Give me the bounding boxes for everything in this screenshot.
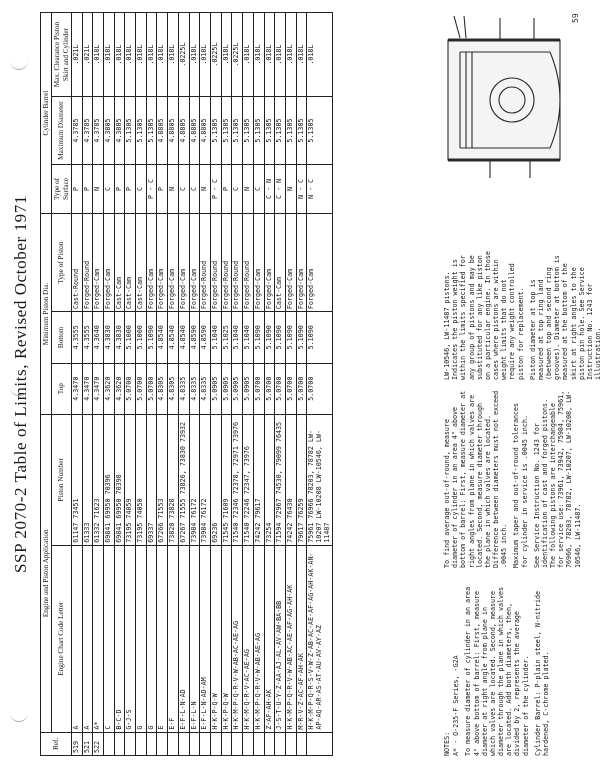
cell-code: G — [146, 545, 157, 732]
cell-ref — [146, 732, 157, 755]
cell-bottom: 4.8590 — [200, 312, 211, 363]
cell-bottom: 5.1090 — [253, 312, 264, 363]
cell-max: 5.1305 — [275, 97, 286, 165]
table-row — [189, 13, 200, 756]
cell-ref — [264, 732, 275, 755]
cell-ref — [168, 732, 179, 755]
cell-surface: C — [189, 164, 200, 213]
cell-surface: P — [221, 164, 232, 213]
cell-top: 4.3620 — [103, 363, 114, 414]
cell-clearance: .018L — [93, 13, 104, 97]
cell-clearance: .018L — [136, 13, 147, 97]
col-top-header: Top — [52, 363, 72, 414]
instruction-paragraph: See Service Instruction No. 1243 for identification of cast and forged pistons. The following pistons are interchangeable for service use: 73961, 73942, 75984, 75961, 76966, 78203, 78782, LW-10207, LW-10208, LW-10546, LW-11487. — [532, 390, 582, 568]
cell-max: 5.1305 — [285, 97, 296, 165]
cell-ref: 519 — [71, 732, 82, 755]
cell-clearance: .018L — [264, 13, 275, 97]
table-row — [178, 13, 189, 756]
cell-top: 5.0700 — [146, 363, 157, 414]
cell-ref — [253, 732, 264, 755]
cell-surface: P — [125, 164, 136, 213]
cell-top: 4.8305 — [168, 363, 179, 414]
cell-surface: N — [168, 164, 179, 213]
cell-pistons: 75961 76966 78203, 78782 LW-10207 LW-10208 LW-10546, LW-11487 — [307, 414, 333, 545]
cell-type: Cast-Cam — [125, 214, 136, 312]
cell-surface: C - N — [264, 164, 275, 213]
cell-clearance: .018L — [285, 13, 296, 97]
table-row — [146, 13, 157, 756]
cell-bottom: 5.1040 — [210, 312, 221, 363]
cell-pistons: 71540 72246 72347, 73976 — [243, 414, 254, 545]
cell-surface: P — [114, 164, 125, 213]
cell-bottom: 5.1090 — [296, 312, 307, 363]
engine-group-header: Engine and Piston Application — [41, 414, 52, 732]
cell-surface: P — [157, 164, 168, 213]
cell-type: Cast-Cam — [275, 214, 286, 312]
cell-code: A — [71, 545, 82, 732]
cell-max: 4.8805 — [200, 97, 211, 165]
cell-ref — [210, 732, 221, 755]
cell-type: Forged-Cam — [285, 214, 296, 312]
cell-type: Forged-Round — [243, 214, 254, 312]
cell-clearance: .0225L — [178, 13, 189, 97]
cell-type: Forged-Cam — [157, 214, 168, 312]
table-row — [296, 13, 307, 756]
notes-paragraph: To measure diameter of cylinder in an area 4" above bottom of barrel: First, measure diameter at right angle from plane in which valves are located. Second, measure diameter through the plane in which valves are located. Add both diameters, then, divided by 2, represents the average diameter of the cylinder. — [464, 586, 530, 756]
cell-code: G — [136, 545, 147, 732]
cell-bottom: 4.8540 — [157, 312, 168, 363]
col-clearance-header: Max. Clearance Piston Skirt and Cylinder — [52, 13, 72, 97]
measurement-instructions — [443, 390, 586, 568]
cell-clearance: .018L — [221, 13, 232, 97]
cell-max: 4.3805 — [114, 97, 125, 165]
cell-code: H-K-M-Q-R-V-AC-AE-AG — [243, 545, 254, 732]
cell-pistons: 73195 74059 — [125, 414, 136, 545]
cell-ref: 521 — [82, 732, 93, 755]
cell-bottom: 5.1025 — [221, 312, 232, 363]
cell-surface: N - C — [296, 164, 307, 213]
cell-clearance: .018L — [168, 13, 179, 97]
cell-ref — [296, 732, 307, 755]
notes-block — [443, 586, 554, 756]
cell-bottom: 4.3640 — [93, 312, 104, 363]
cell-max: 5.1305 — [264, 97, 275, 165]
cell-ref: 522 — [93, 732, 104, 755]
cell-clearance: .018L — [114, 13, 125, 97]
piston-note-paragraph: LW-10546, LW-11487 pistons. Indicates the piston weight is within the limits specified for any group of pistons and may be substituted for any like piston on a particular engine. In those cases where pistons are within weight limits that do not require any weight controlled piston for replacement. — [443, 251, 525, 380]
cell-bottom: 4.3830 — [114, 312, 125, 363]
cell-pistons: 69236 — [210, 414, 221, 545]
cell-top: 4.3470 — [82, 363, 93, 414]
cell-pistons: 73984 76172 — [200, 414, 211, 545]
cell-code: H-K-P-Q-W — [221, 545, 232, 732]
cell-clearance: .018L — [125, 13, 136, 97]
cell-pistons: 73254 — [264, 414, 275, 545]
cell-code: G-J-S — [125, 545, 136, 732]
cell-ref — [125, 732, 136, 755]
cell-clearance: .018L — [307, 13, 333, 97]
notes-line-a-star: A* - O-235-F Series, -G2A — [452, 655, 461, 756]
cell-ref — [103, 732, 114, 755]
instruction-paragraph: Maximum taper and out-of-round tolerances for cylinder in service is .0045 inch. — [512, 402, 529, 568]
cell-bottom: 4.3830 — [103, 312, 114, 363]
cell-top: 4.8305 — [157, 363, 168, 414]
cell-pistons: 73820 73828 — [168, 414, 179, 545]
cell-pistons: 61147 73451 — [71, 414, 82, 545]
cell-ref — [307, 732, 333, 755]
cell-top: 5.0905 — [210, 363, 221, 414]
cell-max: 5.1305 — [210, 97, 221, 165]
cell-bottom: 4.8590 — [189, 312, 200, 363]
cell-pistons: 67267 71555 73826, 73830 73932 — [178, 414, 189, 545]
cell-code: E — [157, 545, 168, 732]
cell-top: 5.0700 — [136, 363, 147, 414]
cell-bottom: 5.1090 — [264, 312, 275, 363]
cell-code: H-K-P-Q-W — [210, 545, 221, 732]
cell-pistons: 67266 71553 — [157, 414, 168, 545]
cell-bottom: 4.8540 — [168, 312, 179, 363]
cell-max: 5.1305 — [136, 97, 147, 165]
cell-bottom: 5.1090 — [307, 312, 333, 363]
table-row — [93, 13, 104, 756]
limits-table — [40, 12, 333, 756]
cell-max: 5.1305 — [232, 97, 243, 165]
cell-bottom: 4.3555 — [71, 312, 82, 363]
cell-max: 4.8805 — [189, 97, 200, 165]
table-row — [125, 13, 136, 756]
table-row — [103, 13, 114, 756]
cell-clearance: .018L — [189, 13, 200, 97]
cell-pistons: 61333 — [82, 414, 93, 545]
cell-code: H-K-M-P-Q-R-V-W-AB-AC-AE-AF-AG-AH-AK — [285, 545, 296, 732]
cell-top: 5.0700 — [285, 363, 296, 414]
cell-pistons: 71594 72967 74530, 79099 76435 — [275, 414, 286, 545]
cell-surface: C — [103, 164, 114, 213]
col-ref-header: Ref. — [41, 732, 72, 755]
cell-code: A — [82, 545, 93, 732]
cylinder-group-header: Cylinder Barrel — [41, 13, 52, 214]
cell-surface: C — [178, 164, 189, 213]
cell-clearance: .0225L — [210, 13, 221, 97]
cell-surface: P - C — [146, 164, 157, 213]
cell-bottom: 5.1000 — [136, 312, 147, 363]
cell-top: 5.0700 — [125, 363, 136, 414]
table-row — [264, 13, 275, 756]
cell-top: 4.8335 — [189, 363, 200, 414]
cell-surface: N — [93, 164, 104, 213]
col-surface-header: Type of Surface — [52, 164, 72, 213]
cell-code: E-F — [168, 545, 179, 732]
cell-max: 4.3785 — [71, 97, 82, 165]
cell-surface: C — [232, 164, 243, 213]
piston-notes — [443, 250, 606, 380]
cell-clearance: .018L — [103, 13, 114, 97]
cell-bottom: 4.8540 — [178, 312, 189, 363]
cell-max: 4.8805 — [157, 97, 168, 165]
cell-clearance: .021L — [82, 13, 93, 97]
cell-ref — [178, 732, 189, 755]
cell-max: 4.8805 — [168, 97, 179, 165]
cell-pistons: 79617 76259 — [296, 414, 307, 545]
cell-pistons: 69337 — [146, 414, 157, 545]
cell-type: Forged-Round — [232, 214, 243, 312]
cell-top: 4.3470 — [71, 363, 82, 414]
cell-max: 5.1305 — [125, 97, 136, 165]
cell-top: 5.0700 — [307, 363, 333, 414]
table-row — [275, 13, 286, 756]
cell-top: 4.8335 — [200, 363, 211, 414]
cell-top: 5.0905 — [232, 363, 243, 414]
cell-top: 5.0700 — [264, 363, 275, 414]
cell-clearance: .018L — [296, 13, 307, 97]
cell-ref — [232, 732, 243, 755]
cell-surface: C — [253, 164, 264, 213]
cell-code: M-R-V-Z-AC-AF-AH-AK — [296, 545, 307, 732]
cell-max: 5.1305 — [253, 97, 264, 165]
cell-ref — [136, 732, 147, 755]
cell-top: 5.0700 — [296, 363, 307, 414]
cell-clearance: .018L — [157, 13, 168, 97]
cell-ref — [200, 732, 211, 755]
cell-max: 4.3785 — [93, 97, 104, 165]
table-row — [200, 13, 211, 756]
table-row — [168, 13, 179, 756]
cell-pistons: 69841 69950 70396 — [103, 414, 114, 545]
cell-type: Forged-Round — [82, 214, 93, 312]
piston-note-paragraph: Piston diameter at top is measured at top ring land (between top and second ring grooves). Diameter at bottom is measured at the bottom of the skirt at right angles to the piston pin hole. See Service Instruction No. 1243 for illustration. — [528, 255, 603, 380]
table-row — [285, 13, 296, 756]
cell-top: 5.0905 — [243, 363, 254, 414]
table-row — [307, 13, 333, 756]
cell-pistons: 74242 79617 — [253, 414, 264, 545]
table-row — [253, 13, 264, 756]
cell-pistons: 71545 71609 — [221, 414, 232, 545]
table-row — [243, 13, 254, 756]
cell-bottom: 5.1090 — [285, 312, 296, 363]
cell-clearance: .021L — [71, 13, 82, 97]
cell-bottom: 4.3555 — [82, 312, 93, 363]
cell-pistons: 73984 76172 — [189, 414, 200, 545]
notes-paragraph: Cylinder Barrel: P-plain steel, N-nitride hardened, C-chrome plated. — [533, 590, 550, 756]
col-code-header: Engine Chart Code Letter — [52, 545, 72, 732]
cell-surface: P - C — [210, 164, 221, 213]
cell-ref — [221, 732, 232, 755]
cell-surface: P — [82, 164, 93, 213]
cell-type: Forged-Cam — [296, 214, 307, 312]
cell-type: Forged-Cam — [103, 214, 114, 312]
cell-top: 4.3470 — [93, 363, 104, 414]
cell-code: E-F-L-N-AD — [178, 545, 189, 732]
cell-code: H-K-M-P-Q-R-V-W-AB-AC-AE-AG — [232, 545, 243, 732]
cell-clearance: .0225L — [232, 13, 243, 97]
cell-type: Forged-Cam — [168, 214, 179, 312]
table-row — [232, 13, 243, 756]
cell-code: H-K-M-P-Q-R-S-V-W-Z-AB-AC-AE-AF-AG-AH-AK-AN-AP-AQ-AR-AS-AT-AU-AV-AY-AZ — [307, 545, 333, 732]
cell-top: 5.0700 — [253, 363, 264, 414]
cell-bottom: 5.1090 — [275, 312, 286, 363]
cell-ref — [285, 732, 296, 755]
cell-type: Cast-Round — [71, 214, 82, 312]
cell-bottom: 5.1000 — [125, 312, 136, 363]
cell-type: Cast-Cam — [136, 214, 147, 312]
cell-surface: N — [243, 164, 254, 213]
min-dia-group-header: Minimum Piston Dia. — [41, 214, 52, 415]
cell-top: 5.0700 — [275, 363, 286, 414]
col-bottom-header: Bottom — [52, 312, 72, 363]
cell-pistons: 71540 72346 72378, 72971 73976 — [232, 414, 243, 545]
cell-type: Forged-Cam — [93, 214, 104, 312]
cell-type: Forged-Cam — [178, 214, 189, 312]
cell-max: 4.3805 — [103, 97, 114, 165]
cell-max: 4.3785 — [82, 97, 93, 165]
cell-type: Forged-Cam — [307, 214, 333, 312]
instruction-paragraph: To find average out-of-round, measure diameter of cylinder in an area 4" above bottom of barrel: First, measure diameter at right angles from plane in which valves are located. Second, measure diameter through the plane in which valves are located. Difference between diameters must not exceed .0045 inch. — [443, 390, 509, 568]
cell-max: 4.8805 — [178, 97, 189, 165]
cell-top: 5.0905 — [221, 363, 232, 414]
drawing-callout-label: 59 — [571, 13, 580, 23]
cell-type: Forged-Cam — [253, 214, 264, 312]
cell-max: 5.1305 — [243, 97, 254, 165]
cell-type: Forged-Round — [210, 214, 221, 312]
cell-surface: P — [71, 164, 82, 213]
cell-clearance: .018L — [200, 13, 211, 97]
cell-surface: N — [285, 164, 296, 213]
cell-pistons: 61332 71623 — [93, 414, 104, 545]
cell-ref — [114, 732, 125, 755]
cell-surface: N — [200, 164, 211, 213]
cell-surface: C — [136, 164, 147, 213]
cell-code: B-C-D — [114, 545, 125, 732]
cell-code: E-F-L-N — [189, 545, 200, 732]
cell-type: Forged-Cam — [264, 214, 275, 312]
table-row — [82, 13, 93, 756]
cell-bottom: 5.1040 — [243, 312, 254, 363]
cell-max: 5.1305 — [146, 97, 157, 165]
cell-ref — [275, 732, 286, 755]
cell-type: Forged-Round — [200, 214, 211, 312]
cell-clearance: .018L — [146, 13, 157, 97]
cell-ref — [157, 732, 168, 755]
cell-bottom: 5.1040 — [232, 312, 243, 363]
table-row — [114, 13, 125, 756]
piston-cross-section-drawing — [430, 8, 590, 188]
table-row — [136, 13, 147, 756]
cell-pistons: 69841 69950 70398 — [114, 414, 125, 545]
cell-top: 4.8335 — [178, 363, 189, 414]
cell-type: Forged-Round — [221, 214, 232, 312]
page-title: SSP 2070-2 Table of Limits, Revised October 1971 — [11, 195, 30, 573]
col-type-header: Type of Piston — [52, 214, 72, 312]
cell-max: 5.1305 — [296, 97, 307, 165]
cell-surface: C - N — [275, 164, 286, 213]
col-max-header: Maximum Diameter — [52, 97, 72, 165]
cell-code: H-K-M-P-Q-R-V-W-AB-AE-AG — [253, 545, 264, 732]
notes-heading: NOTES: — [443, 731, 451, 756]
cell-max: 5.1305 — [221, 97, 232, 165]
cell-ref — [189, 732, 200, 755]
cell-type: Forged-Cam — [146, 214, 157, 312]
col-piston-header: Piston Number — [52, 414, 72, 545]
table-row — [210, 13, 221, 756]
cell-max: 5.1305 — [307, 97, 333, 165]
cell-code: Z-AF-AH-AK — [264, 545, 275, 732]
cell-code: J-S-T-U-Y-Z-AA-AJ-AL-AV-AW-BA-BB — [275, 545, 286, 732]
cell-clearance: .018L — [243, 13, 254, 97]
cell-ref — [243, 732, 254, 755]
cell-code: A* — [93, 545, 104, 732]
table-row — [221, 13, 232, 756]
table-row — [157, 13, 168, 756]
cell-code: C — [103, 545, 114, 732]
cell-surface: N - C — [307, 164, 333, 213]
cell-pistons: 73195 74050 — [136, 414, 147, 545]
cell-clearance: .018L — [253, 13, 264, 97]
cell-pistons: 74242 76430 — [285, 414, 296, 545]
table-row — [71, 13, 82, 756]
cell-clearance: .018L — [275, 13, 286, 97]
cell-top: 4.3620 — [114, 363, 125, 414]
cell-type: Cast-Cam — [114, 214, 125, 312]
cell-type: Forged-Cam — [189, 214, 200, 312]
cell-bottom: 5.1090 — [146, 312, 157, 363]
cell-code: E-F-L-N-AD-AM — [200, 545, 211, 732]
